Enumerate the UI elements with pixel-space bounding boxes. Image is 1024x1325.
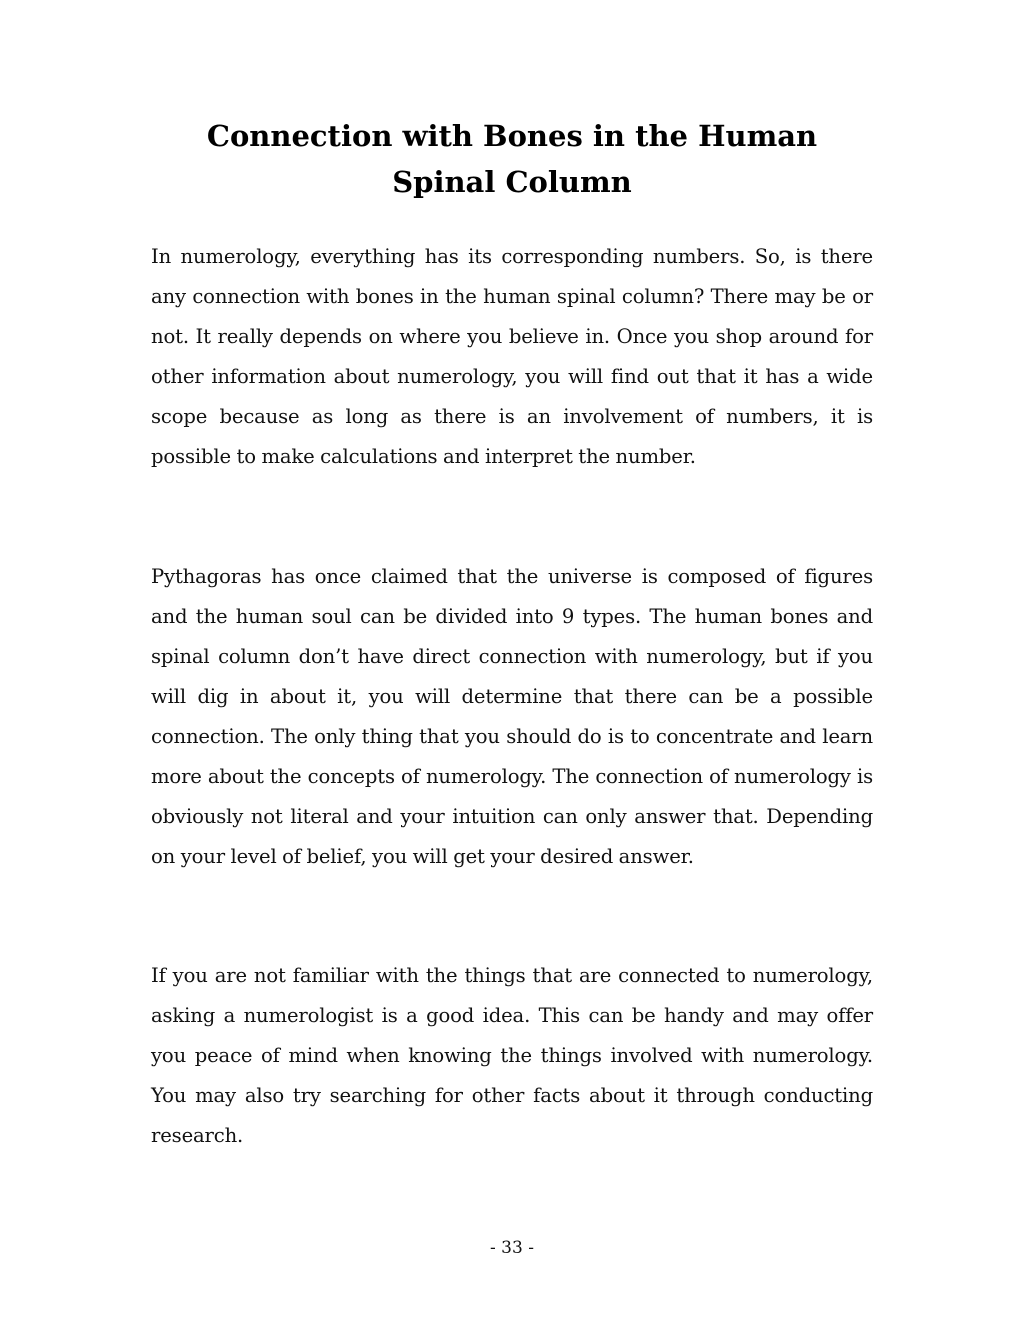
page-number: - 33 - <box>490 1238 534 1258</box>
page-title: Connection with Bones in the Human Spinal Column <box>206 119 818 199</box>
paragraph-3: If you are not familiar with the things that are connected to numerology, asking a numerologist is a good idea. This can be handy and may offer you peace of mind when knowing the things involved with numerology. You may also try searching for other facts about it through conducting research. <box>151 964 873 1147</box>
paragraph-1: In numerology, everything has its corresponding numbers. So, is there any connection with bones in the human spinal column? There may be or not. It really depends on where you believe in. Once you shop around for other information about numerology, you will find out that it has a wide scope because as long as there is an involvement of numbers, it is possible to make calculations and interpret the number. <box>151 245 873 468</box>
paragraph-2: Pythagoras has once claimed that the universe is composed of figures and the human soul can be divided into 9 types. The human bones and spinal column don’t have direct connection with numerology, but if you will dig in about it, you will determine that there can be a possible connection. The only thing that you should do is to concentrate and learn more about the concepts of numerology. The connection of numerology is obviously not literal and your intuition can only answer that. Depending on your level of belief, you will get your desired answer. <box>151 565 873 868</box>
